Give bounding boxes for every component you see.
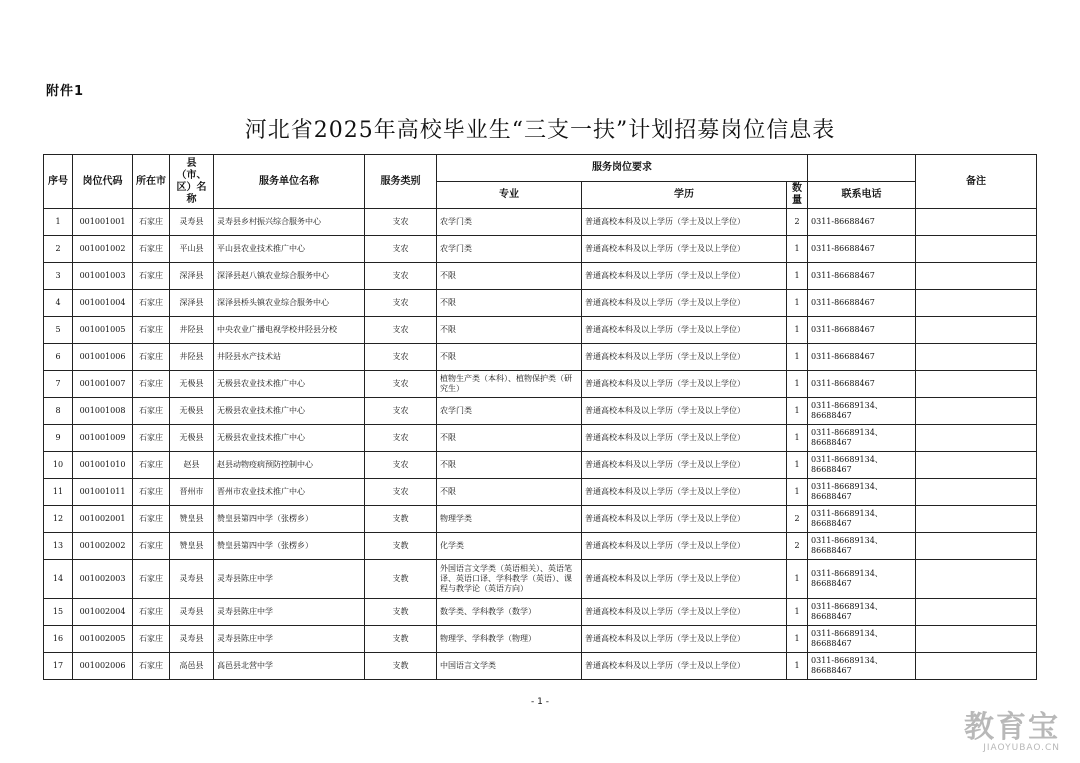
header-education: 学历 (582, 182, 787, 209)
cell-seq: 4 (44, 290, 73, 317)
cell-code: 001001003 (73, 263, 133, 290)
cell-city: 石家庄 (133, 398, 170, 425)
cell-code: 001001009 (73, 425, 133, 452)
cell-unit: 高邑县北营中学 (214, 653, 365, 680)
cell-county: 无极县 (170, 398, 214, 425)
cell-code: 001002002 (73, 533, 133, 560)
cell-county: 深泽县 (170, 263, 214, 290)
cell-major: 中国语言文学类 (437, 653, 582, 680)
cell-category: 支农 (365, 236, 437, 263)
cell-notes (916, 209, 1037, 236)
cell-phone: 0311-86688467 (808, 371, 916, 398)
watermark-logo: 教育宝 (964, 710, 1060, 745)
cell-category: 支教 (365, 506, 437, 533)
cell-count: 1 (787, 479, 808, 506)
header-category: 服务类别 (365, 155, 437, 209)
table-row (44, 506, 1037, 533)
cell-phone: 0311-86688467 (808, 263, 916, 290)
cell-seq: 11 (44, 479, 73, 506)
cell-seq: 12 (44, 506, 73, 533)
cell-major: 植物生产类（本科）、植物保护类（研究生） (437, 371, 582, 398)
cell-county: 井陉县 (170, 317, 214, 344)
cell-seq: 7 (44, 371, 73, 398)
cell-category: 支农 (365, 209, 437, 236)
cell-notes (916, 425, 1037, 452)
cell-city: 石家庄 (133, 599, 170, 626)
table-row (44, 479, 1037, 506)
cell-unit: 平山县农业技术推广中心 (214, 236, 365, 263)
cell-phone: 0311-86688467 (808, 317, 916, 344)
cell-county: 高邑县 (170, 653, 214, 680)
table-row (44, 398, 1037, 425)
cell-education: 普通高校本科及以上学历（学士及以上学位） (582, 317, 787, 344)
table-row (44, 344, 1037, 371)
cell-major: 农学门类 (437, 236, 582, 263)
cell-notes (916, 263, 1037, 290)
cell-seq: 1 (44, 209, 73, 236)
cell-unit: 无极县农业技术推广中心 (214, 425, 365, 452)
cell-notes (916, 317, 1037, 344)
cell-unit: 灵寿县陈庄中学 (214, 626, 365, 653)
cell-seq: 10 (44, 452, 73, 479)
cell-notes (916, 626, 1037, 653)
cell-unit: 无极县农业技术推广中心 (214, 398, 365, 425)
cell-county: 赞皇县 (170, 506, 214, 533)
cell-major: 不限 (437, 479, 582, 506)
cell-seq: 15 (44, 599, 73, 626)
cell-major: 不限 (437, 425, 582, 452)
attachment-label: 附件1 (46, 84, 85, 99)
cell-city: 石家庄 (133, 263, 170, 290)
cell-seq: 13 (44, 533, 73, 560)
cell-city: 石家庄 (133, 560, 170, 599)
cell-phone: 0311-86689134、86688467 (808, 506, 916, 533)
cell-city: 石家庄 (133, 371, 170, 398)
cell-code: 001002003 (73, 560, 133, 599)
cell-phone: 0311-86689134、86688467 (808, 452, 916, 479)
table-row (44, 317, 1037, 344)
table-row (44, 560, 1037, 599)
cell-code: 001002005 (73, 626, 133, 653)
cell-code: 001001006 (73, 344, 133, 371)
header-major: 专业 (437, 182, 582, 209)
cell-major: 农学门类 (437, 398, 582, 425)
cell-county: 深泽县 (170, 290, 214, 317)
recruitment-table (43, 154, 1037, 680)
cell-phone: 0311-86689134、86688467 (808, 479, 916, 506)
cell-city: 石家庄 (133, 506, 170, 533)
cell-education: 普通高校本科及以上学历（学士及以上学位） (582, 209, 787, 236)
cell-unit: 中央农业广播电视学校井陉县分校 (214, 317, 365, 344)
cell-count: 1 (787, 425, 808, 452)
table-row (44, 452, 1037, 479)
cell-city: 石家庄 (133, 209, 170, 236)
cell-notes (916, 371, 1037, 398)
table-row (44, 263, 1037, 290)
cell-city: 石家庄 (133, 452, 170, 479)
table-body (44, 209, 1037, 680)
cell-count: 2 (787, 209, 808, 236)
cell-count: 1 (787, 398, 808, 425)
cell-notes (916, 236, 1037, 263)
header-count: 数量 (787, 182, 808, 209)
header-unit: 服务单位名称 (214, 155, 365, 209)
cell-city: 石家庄 (133, 236, 170, 263)
cell-category: 支农 (365, 452, 437, 479)
cell-code: 001001008 (73, 398, 133, 425)
cell-major: 物理学、学科教学（物理） (437, 626, 582, 653)
cell-major: 物理学类 (437, 506, 582, 533)
cell-education: 普通高校本科及以上学历（学士及以上学位） (582, 236, 787, 263)
header-seq: 序号 (44, 155, 73, 209)
cell-education: 普通高校本科及以上学历（学士及以上学位） (582, 626, 787, 653)
cell-major: 不限 (437, 452, 582, 479)
cell-count: 1 (787, 626, 808, 653)
cell-notes (916, 653, 1037, 680)
cell-code: 001002006 (73, 653, 133, 680)
cell-count: 1 (787, 290, 808, 317)
cell-unit: 晋州市农业技术推广中心 (214, 479, 365, 506)
cell-county: 无极县 (170, 371, 214, 398)
cell-phone: 0311-86689134、86688467 (808, 626, 916, 653)
cell-category: 支农 (365, 344, 437, 371)
table-row (44, 533, 1037, 560)
cell-seq: 8 (44, 398, 73, 425)
cell-code: 001002001 (73, 506, 133, 533)
cell-education: 普通高校本科及以上学历（学士及以上学位） (582, 425, 787, 452)
cell-city: 石家庄 (133, 533, 170, 560)
cell-notes (916, 344, 1037, 371)
table-row (44, 626, 1037, 653)
cell-phone: 0311-86689134、86688467 (808, 560, 916, 599)
cell-city: 石家庄 (133, 344, 170, 371)
cell-education: 普通高校本科及以上学历（学士及以上学位） (582, 344, 787, 371)
header-requirements: 服务岗位要求 (437, 155, 808, 182)
cell-phone: 0311-86688467 (808, 236, 916, 263)
cell-count: 1 (787, 599, 808, 626)
cell-notes (916, 599, 1037, 626)
cell-city: 石家庄 (133, 626, 170, 653)
header-county: 县（市、区）名称 (170, 155, 214, 209)
cell-unit: 深泽县桥头镇农业综合服务中心 (214, 290, 365, 317)
cell-seq: 9 (44, 425, 73, 452)
cell-county: 赞皇县 (170, 533, 214, 560)
cell-unit: 灵寿县陈庄中学 (214, 599, 365, 626)
header-city: 所在市 (133, 155, 170, 209)
page-number: - 1 - (531, 697, 549, 707)
table-row (44, 236, 1037, 263)
cell-education: 普通高校本科及以上学历（学士及以上学位） (582, 479, 787, 506)
cell-education: 普通高校本科及以上学历（学士及以上学位） (582, 290, 787, 317)
cell-notes (916, 398, 1037, 425)
cell-count: 1 (787, 344, 808, 371)
table-row (44, 653, 1037, 680)
cell-major: 农学门类 (437, 209, 582, 236)
cell-unit: 井陉县水产技术站 (214, 344, 365, 371)
cell-county: 灵寿县 (170, 626, 214, 653)
cell-major: 不限 (437, 290, 582, 317)
cell-county: 灵寿县 (170, 599, 214, 626)
cell-unit: 赵县动物疫病预防控制中心 (214, 452, 365, 479)
cell-education: 普通高校本科及以上学历（学士及以上学位） (582, 560, 787, 599)
cell-seq: 3 (44, 263, 73, 290)
cell-count: 1 (787, 653, 808, 680)
cell-education: 普通高校本科及以上学历（学士及以上学位） (582, 263, 787, 290)
cell-notes (916, 290, 1037, 317)
table-row (44, 425, 1037, 452)
cell-seq: 5 (44, 317, 73, 344)
cell-code: 001001001 (73, 209, 133, 236)
cell-category: 支农 (365, 290, 437, 317)
cell-county: 井陉县 (170, 344, 214, 371)
cell-category: 支农 (365, 398, 437, 425)
cell-notes (916, 506, 1037, 533)
cell-city: 石家庄 (133, 479, 170, 506)
cell-phone: 0311-86689134、86688467 (808, 533, 916, 560)
cell-count: 2 (787, 533, 808, 560)
cell-unit: 赞皇县第四中学（张楞乡） (214, 506, 365, 533)
cell-phone: 0311-86689134、86688467 (808, 599, 916, 626)
cell-city: 石家庄 (133, 317, 170, 344)
header-phone: 联系电话 (808, 182, 916, 209)
cell-major: 外国语言文学类（英语相关）、英语笔译、英语口译、学科教学（英语）、课程与教学论（英语方向） (437, 560, 582, 599)
cell-count: 1 (787, 263, 808, 290)
cell-count: 1 (787, 452, 808, 479)
cell-county: 灵寿县 (170, 560, 214, 599)
cell-county: 平山县 (170, 236, 214, 263)
cell-city: 石家庄 (133, 425, 170, 452)
cell-major: 不限 (437, 317, 582, 344)
cell-code: 001001005 (73, 317, 133, 344)
cell-phone: 0311-86688467 (808, 209, 916, 236)
cell-county: 无极县 (170, 425, 214, 452)
cell-count: 1 (787, 317, 808, 344)
cell-notes (916, 452, 1037, 479)
cell-notes (916, 533, 1037, 560)
cell-major: 不限 (437, 263, 582, 290)
cell-city: 石家庄 (133, 290, 170, 317)
cell-category: 支教 (365, 560, 437, 599)
cell-category: 支农 (365, 263, 437, 290)
table-row (44, 371, 1037, 398)
cell-category: 支教 (365, 653, 437, 680)
cell-code: 001002004 (73, 599, 133, 626)
cell-education: 普通高校本科及以上学历（学士及以上学位） (582, 506, 787, 533)
cell-seq: 14 (44, 560, 73, 599)
cell-education: 普通高校本科及以上学历（学士及以上学位） (582, 533, 787, 560)
cell-notes (916, 560, 1037, 599)
cell-unit: 深泽县赵八镇农业综合服务中心 (214, 263, 365, 290)
cell-education: 普通高校本科及以上学历（学士及以上学位） (582, 653, 787, 680)
cell-category: 支农 (365, 371, 437, 398)
cell-notes (916, 479, 1037, 506)
cell-count: 1 (787, 236, 808, 263)
watermark (964, 710, 1060, 753)
header-empty (808, 155, 916, 182)
cell-code: 001001010 (73, 452, 133, 479)
cell-county: 赵县 (170, 452, 214, 479)
cell-unit: 赞皇县第四中学（张楞乡） (214, 533, 365, 560)
cell-code: 001001011 (73, 479, 133, 506)
cell-unit: 灵寿县陈庄中学 (214, 560, 365, 599)
cell-city: 石家庄 (133, 653, 170, 680)
cell-unit: 灵寿县乡村振兴综合服务中心 (214, 209, 365, 236)
cell-seq: 17 (44, 653, 73, 680)
cell-phone: 0311-86688467 (808, 290, 916, 317)
cell-count: 2 (787, 506, 808, 533)
cell-category: 支教 (365, 533, 437, 560)
cell-phone: 0311-86689134、86688467 (808, 653, 916, 680)
cell-education: 普通高校本科及以上学历（学士及以上学位） (582, 599, 787, 626)
cell-code: 001001002 (73, 236, 133, 263)
cell-category: 支教 (365, 626, 437, 653)
cell-education: 普通高校本科及以上学历（学士及以上学位） (582, 398, 787, 425)
cell-major: 化学类 (437, 533, 582, 560)
cell-count: 1 (787, 371, 808, 398)
cell-seq: 2 (44, 236, 73, 263)
cell-county: 晋州市 (170, 479, 214, 506)
cell-code: 001001004 (73, 290, 133, 317)
document-title: 河北省2025年高校毕业生“三支一扶”计划招募岗位信息表 (244, 118, 836, 143)
cell-code: 001001007 (73, 371, 133, 398)
cell-county: 灵寿县 (170, 209, 214, 236)
table-row (44, 209, 1037, 236)
cell-education: 普通高校本科及以上学历（学士及以上学位） (582, 371, 787, 398)
cell-category: 支农 (365, 317, 437, 344)
cell-education: 普通高校本科及以上学历（学士及以上学位） (582, 452, 787, 479)
cell-seq: 16 (44, 626, 73, 653)
cell-phone: 0311-86688467 (808, 344, 916, 371)
table-row (44, 599, 1037, 626)
cell-phone: 0311-86689134、86688467 (808, 398, 916, 425)
cell-seq: 6 (44, 344, 73, 371)
table-row (44, 290, 1037, 317)
cell-count: 1 (787, 560, 808, 599)
header-notes: 备注 (916, 155, 1037, 209)
cell-phone: 0311-86689134、86688467 (808, 425, 916, 452)
cell-major: 数学类、学科教学（数学） (437, 599, 582, 626)
cell-category: 支教 (365, 599, 437, 626)
header-code: 岗位代码 (73, 155, 133, 209)
cell-category: 支农 (365, 479, 437, 506)
cell-category: 支农 (365, 425, 437, 452)
cell-unit: 无极县农业技术推广中心 (214, 371, 365, 398)
watermark-url: JIAOYUBAO.CN (983, 743, 1060, 753)
cell-major: 不限 (437, 344, 582, 371)
